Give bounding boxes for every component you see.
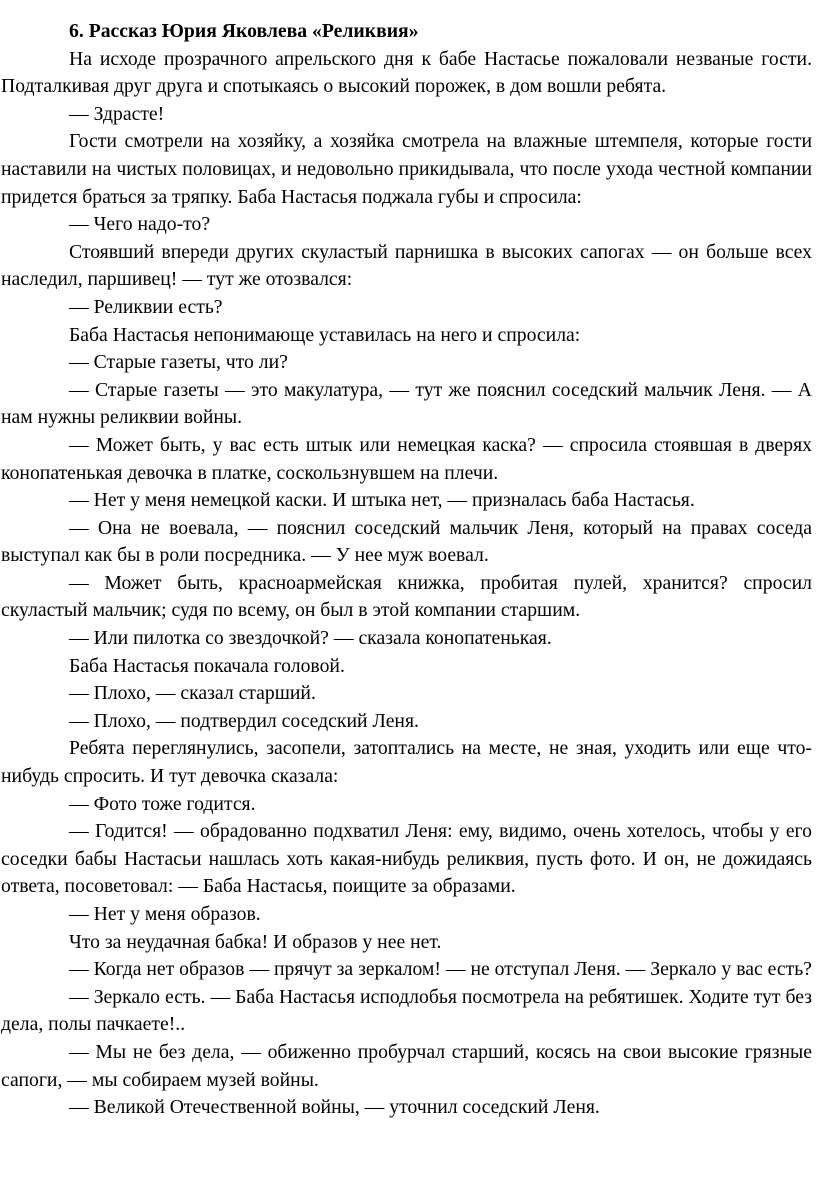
paragraph: — Или пилотка со звездочкой? — сказала конопатенькая. bbox=[69, 627, 552, 650]
paragraph: — Великой Отечественной войны, — уточнил соседский Леня. bbox=[69, 1096, 600, 1119]
paragraph: — Чего надо-то? bbox=[69, 213, 211, 236]
paragraph: — Фото тоже годится. bbox=[69, 792, 256, 815]
paragraph: — Плохо, — сказал старший. bbox=[69, 682, 316, 705]
paragraph: Баба Настасья покачала головой. bbox=[69, 654, 345, 677]
paragraph: На исходе прозрачного апрельского дня к бабе Настасье пожаловали незваные гости. Подталкивая друг друга и спотыкаясь о высокий порожек, в дом вошли ребята. bbox=[1, 47, 812, 98]
paragraph: — Может быть, у вас есть штык или немецкая каска? — спросила стоявшая в дверях конопатенькая девочка в платке, соскользнувшем на плечи. bbox=[1, 433, 812, 484]
paragraph: — Мы не без дела, — обиженно пробурчал старший, косясь на свои высокие грязные сапоги, — мы собираем музей войны. bbox=[1, 1040, 812, 1091]
paragraph: — Нет у меня образов. bbox=[69, 903, 261, 925]
paragraph: — Плохо, — подтвердил соседский Леня. bbox=[69, 709, 419, 732]
paragraph: — Зеркало есть. — Баба Настасья исподлобья посмотрела на ребятишек. Ходите тут без дела, полы пачкаете!.. bbox=[1, 985, 812, 1036]
paragraph: — Старые газеты — это макулатура, — тут же пояснил соседский мальчик Леня. — А нам нужны реликвии войны. bbox=[1, 378, 812, 429]
paragraph: Что за неудачная бабка! И образов у нее нет. bbox=[69, 930, 442, 953]
paragraph: — Здрасте! bbox=[69, 102, 165, 125]
paragraph: Ребята переглянулись, засопели, затоптались на месте, не зная, уходить или еще что-нибудь спросить. И тут девочка сказала: bbox=[1, 737, 812, 788]
story-title: 6. Рассказ Юрия Яковлева «Реликвия» bbox=[69, 20, 419, 42]
paragraph: — Может быть, красноармейская книжка, пробитая пулей, хранится? спросил скуластый мальчик; судя по всему, он был в этой компании старшим. bbox=[1, 571, 812, 622]
paragraph: — Старые газеты, что ли? bbox=[69, 351, 288, 374]
paragraph: — Когда нет образов — прячут за зеркалом! — не отступал Леня. — Зеркало у вас есть? bbox=[69, 958, 812, 981]
paragraph: Баба Настасья непонимающе уставилась на него и спросила: bbox=[69, 323, 581, 346]
paragraph: — Она не воевала, — пояснил соседский мальчик Леня, который на правах соседа выступал как бы в роли посредника. — У нее муж воевал. bbox=[1, 516, 812, 567]
paragraph: — Нет у меня немецкой каски. И штыка нет, — призналась баба Настасья. bbox=[69, 489, 695, 512]
paragraph: — Реликвии есть? bbox=[69, 295, 223, 318]
paragraph: Гости смотрели на хозяйку, а хозяйка смотрела на влажные штемпеля, которые гости наставили на чистых половицах, и недовольно прикидывала, что после ухода честной компании придется браться за тряпку. Баба Настасья поджала губы и спросила: bbox=[1, 130, 812, 208]
paragraph: Стоявший впереди других скуластый парнишка в высоких сапогах — он больше всех наследил, паршивец! — тут же отозвался: bbox=[1, 240, 812, 291]
paragraph: — Годится! — обрадованно подхватил Леня: ему, видимо, очень хотелось, чтобы у его соседки бабы Настасьи нашлась хоть какая-нибудь реликвия, пусть фото. И он, не дожидаясь ответа, посоветовал: — Баба Настасья, поищите за образами. bbox=[1, 820, 812, 898]
